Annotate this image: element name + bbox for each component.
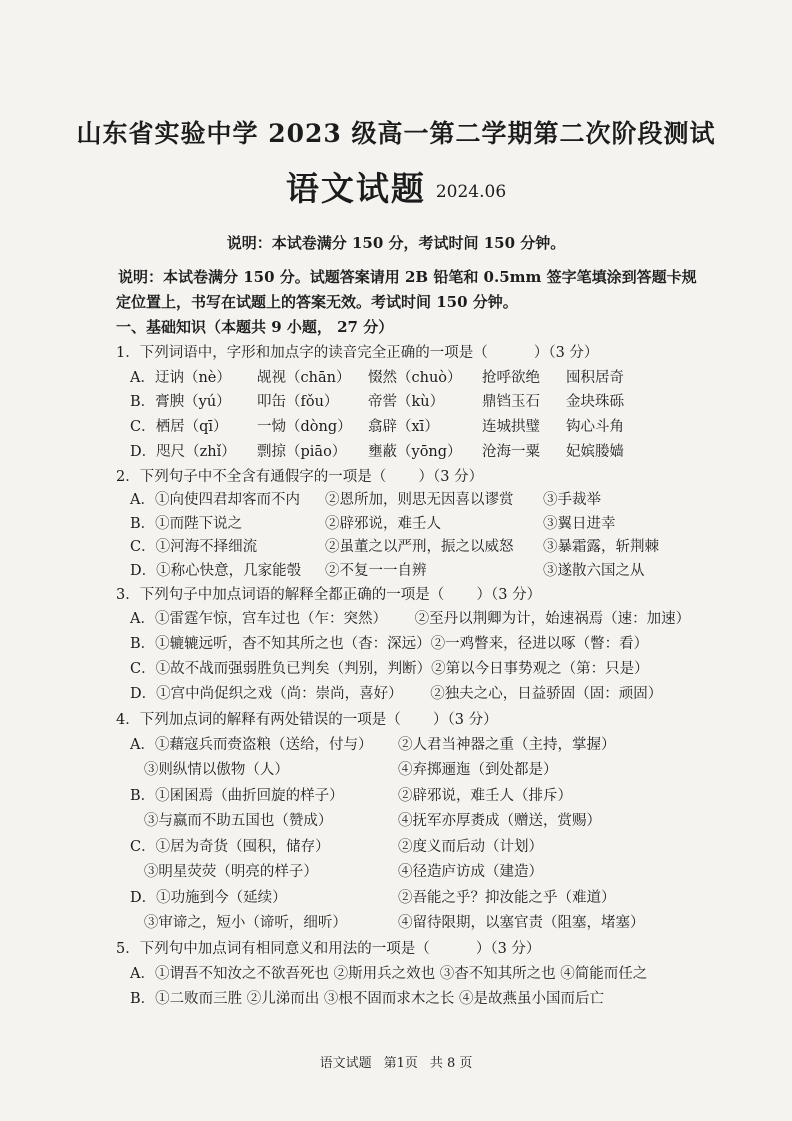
q3-option-a: A．①雷霆乍惊，宫车过也（乍：突然） ②至丹以荆卿为计，始速祸焉（速：加速） xyxy=(130,611,691,627)
q5-option-a: A．①谓吾不知汝之不欲吾死也 ②斯用兵之效也 ③杳不知其所之也 ④简能而任之 xyxy=(130,966,648,982)
q4-option-c-part-3: ③明星荧荧（明亮的样子） xyxy=(130,864,318,880)
q1-option-d-word-1: D．咫尺（zhǐ） xyxy=(130,444,236,460)
q1-option-a-word-2: 觇视（chān） xyxy=(257,370,351,386)
q4-option-b-part-4: ④抚军亦厚赉成（赠送，赏赐） xyxy=(398,813,601,829)
q4-option-a-part-4: ④弃掷逦迤（到处都是） xyxy=(398,762,558,778)
q4-option-c-part-4: ④径造庐访成（建造） xyxy=(398,864,543,880)
q2-option-c-part-1: C．①河海不择细流 xyxy=(130,539,258,555)
long-instructions xyxy=(118,265,698,315)
q1-option-a-word-5: 囤积居奇 xyxy=(566,370,624,386)
q2-option-d-part-3: ③遂散六国之从 xyxy=(543,563,645,579)
exam-title: 山东省实验中学 2023 级高一第二学期第二次阶段测试 xyxy=(76,119,716,148)
q4-option-c-part-2: ②度义而后动（计划） xyxy=(398,839,543,855)
instructions-line-2: 定位置上，书写在试题上的答案无效。考试时间 150 分钟。 xyxy=(116,293,518,311)
q1-option-d-word-5: 妃嫔媵嫱 xyxy=(566,444,624,460)
footer-page-number: 第1页 xyxy=(383,1056,418,1071)
q4-option-b-part-2: ②辟邪说，难壬人（排斥） xyxy=(398,788,572,804)
q4-option-a-part-2: ②人君当神器之重（主持，掌握） xyxy=(398,737,616,753)
q3-option-c: C．①故不战而强弱胜负已判矣（判别，判断）②第以今日事势观之（第：只是） xyxy=(130,661,649,677)
q1-option-c-word-1: C．栖居（qī） xyxy=(130,419,228,435)
q1-option-a-word-1: A．迂讷（nè） xyxy=(130,370,231,386)
q4-option-a-part-1: A．①藉寇兵而赍盗粮（送给，付与） xyxy=(130,737,373,753)
q4-option-d-part-3: ③审谛之，短小（谛听，细听） xyxy=(130,915,347,931)
question-5-stem: 5．下列句中加点词有相同意义和用法的一项是（ ）（3 分） xyxy=(116,941,541,957)
q1-option-c-word-2: 一恸（dòng） xyxy=(257,419,352,435)
exam-subtitle xyxy=(0,163,792,210)
q2-option-b-part-2: ②辟邪说，难壬人 xyxy=(325,516,441,532)
exam-date: 2024.06 xyxy=(435,182,507,202)
q2-option-a-part-1: A．①向使四君却客而不内 xyxy=(130,492,300,508)
q4-option-a-part-3: ③则纵情以傲物（人） xyxy=(130,762,289,778)
q1-option-c-word-3: 翕辟（xī） xyxy=(368,419,439,435)
q1-option-d-word-3: 壅蔽（yōng） xyxy=(368,444,462,460)
q2-option-b-part-3: ③翼日进幸 xyxy=(543,516,616,532)
q4-option-b-part-3: ③与嬴而不助五国也（赞成） xyxy=(130,813,333,829)
q2-option-a-part-3: ③手裁举 xyxy=(543,492,601,508)
q3-option-b: B．①辘辘远听，杳不知其所之也（杳：深远）②一鸡瞥来，径进以啄（瞥：看） xyxy=(130,636,649,652)
question-2-stem: 2．下列句子中不全含有通假字的一项是（ ）（3 分） xyxy=(116,469,484,485)
question-1-stem: 1．下列词语中，字形和加点字的读音完全正确的一项是（ ）（3 分） xyxy=(116,345,599,361)
q1-option-c-word-5: 钩心斗角 xyxy=(566,419,624,435)
q2-option-b-part-1: B．①而陛下说之 xyxy=(130,516,243,532)
q1-option-d-word-4: 沧海一粟 xyxy=(482,444,540,460)
q2-option-a-part-2: ②恩所加，则思无因喜以谬赏 xyxy=(325,492,514,508)
page-footer xyxy=(0,1052,792,1071)
question-3-stem: 3．下列句子中加点词语的解释全都正确的一项是（ ）（3 分） xyxy=(116,587,542,603)
q4-option-b-part-1: B．①囷囷焉（曲折回旋的样子） xyxy=(130,788,344,804)
q1-option-c-word-4: 连城拱璧 xyxy=(482,419,540,435)
q1-option-b-word-4: 鼎铛玉石 xyxy=(482,394,540,410)
question-4-stem: 4．下列加点词的解释有两处错误的一项是（ ）（3 分） xyxy=(116,712,498,728)
q4-option-d-part-2: ②吾能之乎？抑汝能之乎（难道） xyxy=(398,890,616,906)
section-heading: 一、基础知识（本题共 9 小题， 27 分） xyxy=(116,318,394,336)
q1-option-a-word-4: 抢呼欲绝 xyxy=(482,370,540,386)
q2-option-d-part-2: ②不复一一自辨 xyxy=(325,563,427,579)
short-instructions: 说明：本试卷满分 150 分，考试时间 150 分钟。 xyxy=(226,234,566,252)
q2-option-d-part-1: D．①称心快意，几家能彀 xyxy=(130,563,302,579)
q4-option-c-part-1: C．①居为奇货（囤积，储存） xyxy=(130,839,330,855)
q1-option-b-word-5: 金块珠砾 xyxy=(566,394,624,410)
q1-option-a-word-3: 惙然（chuò） xyxy=(368,370,462,386)
footer-subject: 语文试题 xyxy=(319,1056,372,1071)
footer-total-pages: 共 8 页 xyxy=(429,1056,473,1071)
q5-option-b: B．①二败而三胜 ②儿涕而出 ③根不固而求木之长 ④是故燕虽小国而后亡 xyxy=(130,991,604,1007)
q1-option-b-word-2: 叩缶（fǒu） xyxy=(257,394,339,410)
q1-option-d-word-2: 剽掠（piāo） xyxy=(257,444,347,460)
subject-title: 语文试题 xyxy=(285,169,426,208)
q1-option-b-word-3: 帝喾（kù） xyxy=(368,394,445,410)
q3-option-d: D．①宫中尚促织之戏（尚：崇尚，喜好） ②独夫之心，日益骄固（固：顽固） xyxy=(130,686,663,702)
q2-option-c-part-3: ③暴霜露，斩荆棘 xyxy=(543,539,659,555)
q1-option-b-word-1: B．膏腴（yú） xyxy=(130,394,231,410)
q4-option-d-part-4: ④留待限期，以塞官责（阻塞，堵塞） xyxy=(398,915,645,931)
q4-option-d-part-1: D．①功施到今（延续） xyxy=(130,890,287,906)
q2-option-c-part-2: ②虽董之以严刑，振之以威怒 xyxy=(325,539,514,555)
instructions-line-1: 说明：本试卷满分 150 分。试题答案请用 2B 铅笔和 0.5mm 签字笔填涂到答题卡规 xyxy=(118,268,697,286)
